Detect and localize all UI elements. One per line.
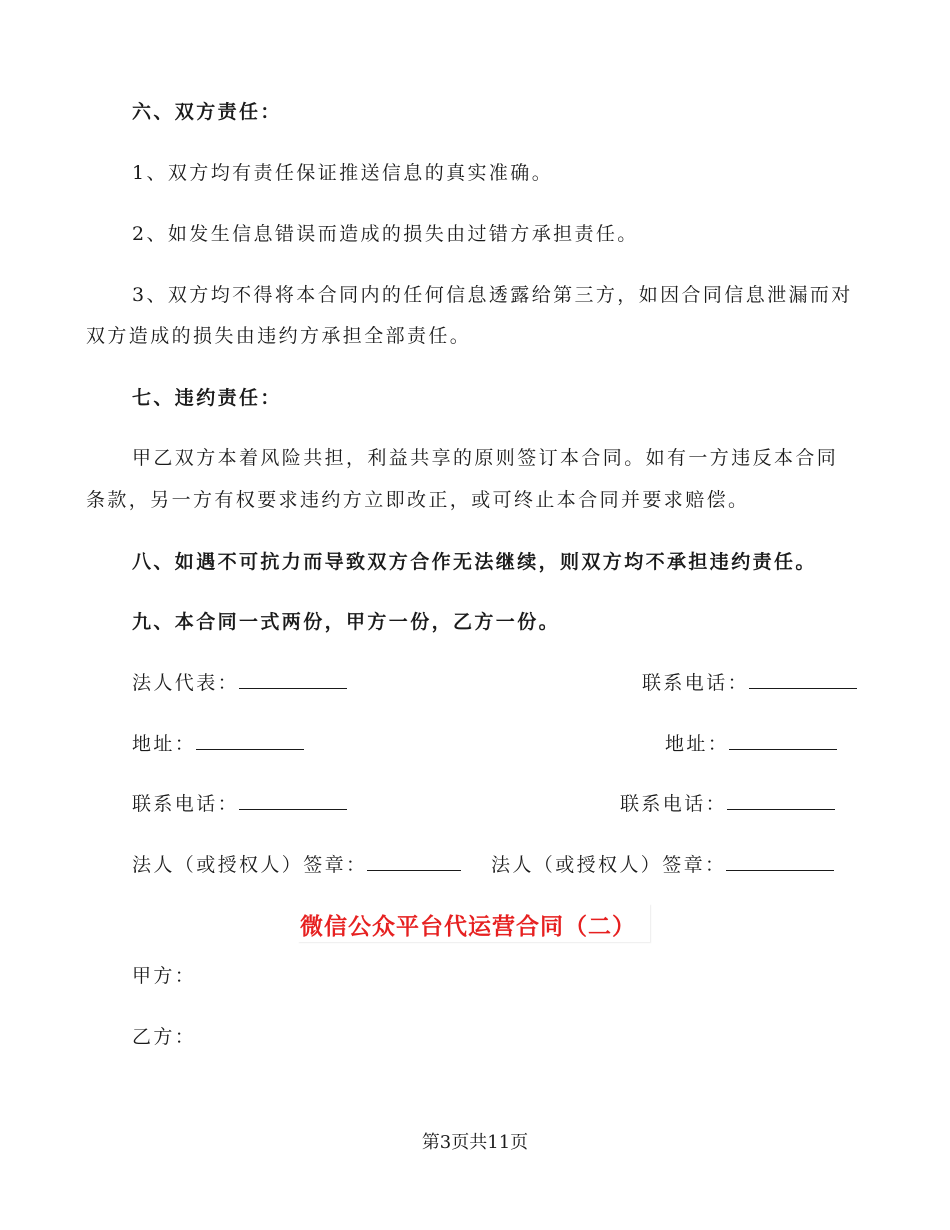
left-phone-blank bbox=[239, 795, 347, 810]
left-legal-rep-field bbox=[132, 668, 347, 695]
right-seal-blank bbox=[726, 856, 834, 871]
left-legal-rep-blank bbox=[239, 674, 347, 689]
right-seal-field bbox=[491, 850, 834, 877]
left-seal-label: 法人（或授权人）签章： bbox=[132, 854, 368, 876]
left-phone-field bbox=[132, 789, 347, 816]
left-seal-field bbox=[132, 850, 461, 877]
section-6-item-3-line-2: 双方造成的损失由违约方承担全部责任。 bbox=[86, 325, 472, 347]
left-seal-blank bbox=[367, 856, 461, 871]
right-phone-field bbox=[642, 668, 857, 695]
section-6-item-1: 1、双方均有责任保证推送信息的真实准确。 bbox=[132, 162, 554, 184]
section-6-heading: 六、双方责任： bbox=[132, 101, 282, 123]
right-phone2-blank bbox=[727, 795, 835, 810]
section-7-para-line-2: 条款，另一方有权要求违约方立即改正，或可终止本合同并要求赔偿。 bbox=[86, 489, 750, 511]
page-number: 第3页共11页 bbox=[421, 1132, 529, 1153]
section-6-item-3-line-1: 3、双方均不得将本合同内的任何信息透露给第三方，如因合同信息泄漏而对 bbox=[132, 284, 853, 306]
section-8: 八、如遇不可抗力而导致双方合作无法继续，则双方均不承担违约责任。 bbox=[132, 551, 817, 573]
left-address-label: 地址： bbox=[132, 733, 197, 755]
right-phone2-label: 联系电话： bbox=[620, 793, 728, 815]
right-address-field bbox=[665, 729, 837, 756]
contract-2-title-box bbox=[298, 904, 650, 942]
left-address-field bbox=[132, 729, 304, 756]
right-phone-label: 联系电话： bbox=[642, 672, 750, 694]
section-7-heading: 七、违约责任： bbox=[132, 387, 282, 409]
contract-2-title: 微信公众平台代运营合同（二） bbox=[300, 913, 636, 940]
right-phone2-field bbox=[620, 789, 835, 816]
party-b-label: 乙方： bbox=[132, 1026, 197, 1048]
right-phone-blank bbox=[749, 674, 857, 689]
left-address-blank bbox=[196, 735, 304, 750]
section-6-item-2: 2、如发生信息错误而造成的损失由过错方承担责任。 bbox=[132, 223, 639, 245]
section-9: 九、本合同一式两份，甲方一份，乙方一份。 bbox=[132, 611, 561, 633]
party-a-label: 甲方： bbox=[132, 965, 197, 987]
left-phone-label: 联系电话： bbox=[132, 793, 240, 815]
left-legal-rep-label: 法人代表： bbox=[132, 672, 240, 694]
section-7-para-line-1: 甲乙双方本着风险共担，利益共享的原则签订本合同。如有一方违反本合同 bbox=[132, 447, 839, 469]
right-address-blank bbox=[729, 735, 837, 750]
right-seal-label: 法人（或授权人）签章： bbox=[491, 854, 727, 876]
right-address-label: 地址： bbox=[665, 733, 730, 755]
